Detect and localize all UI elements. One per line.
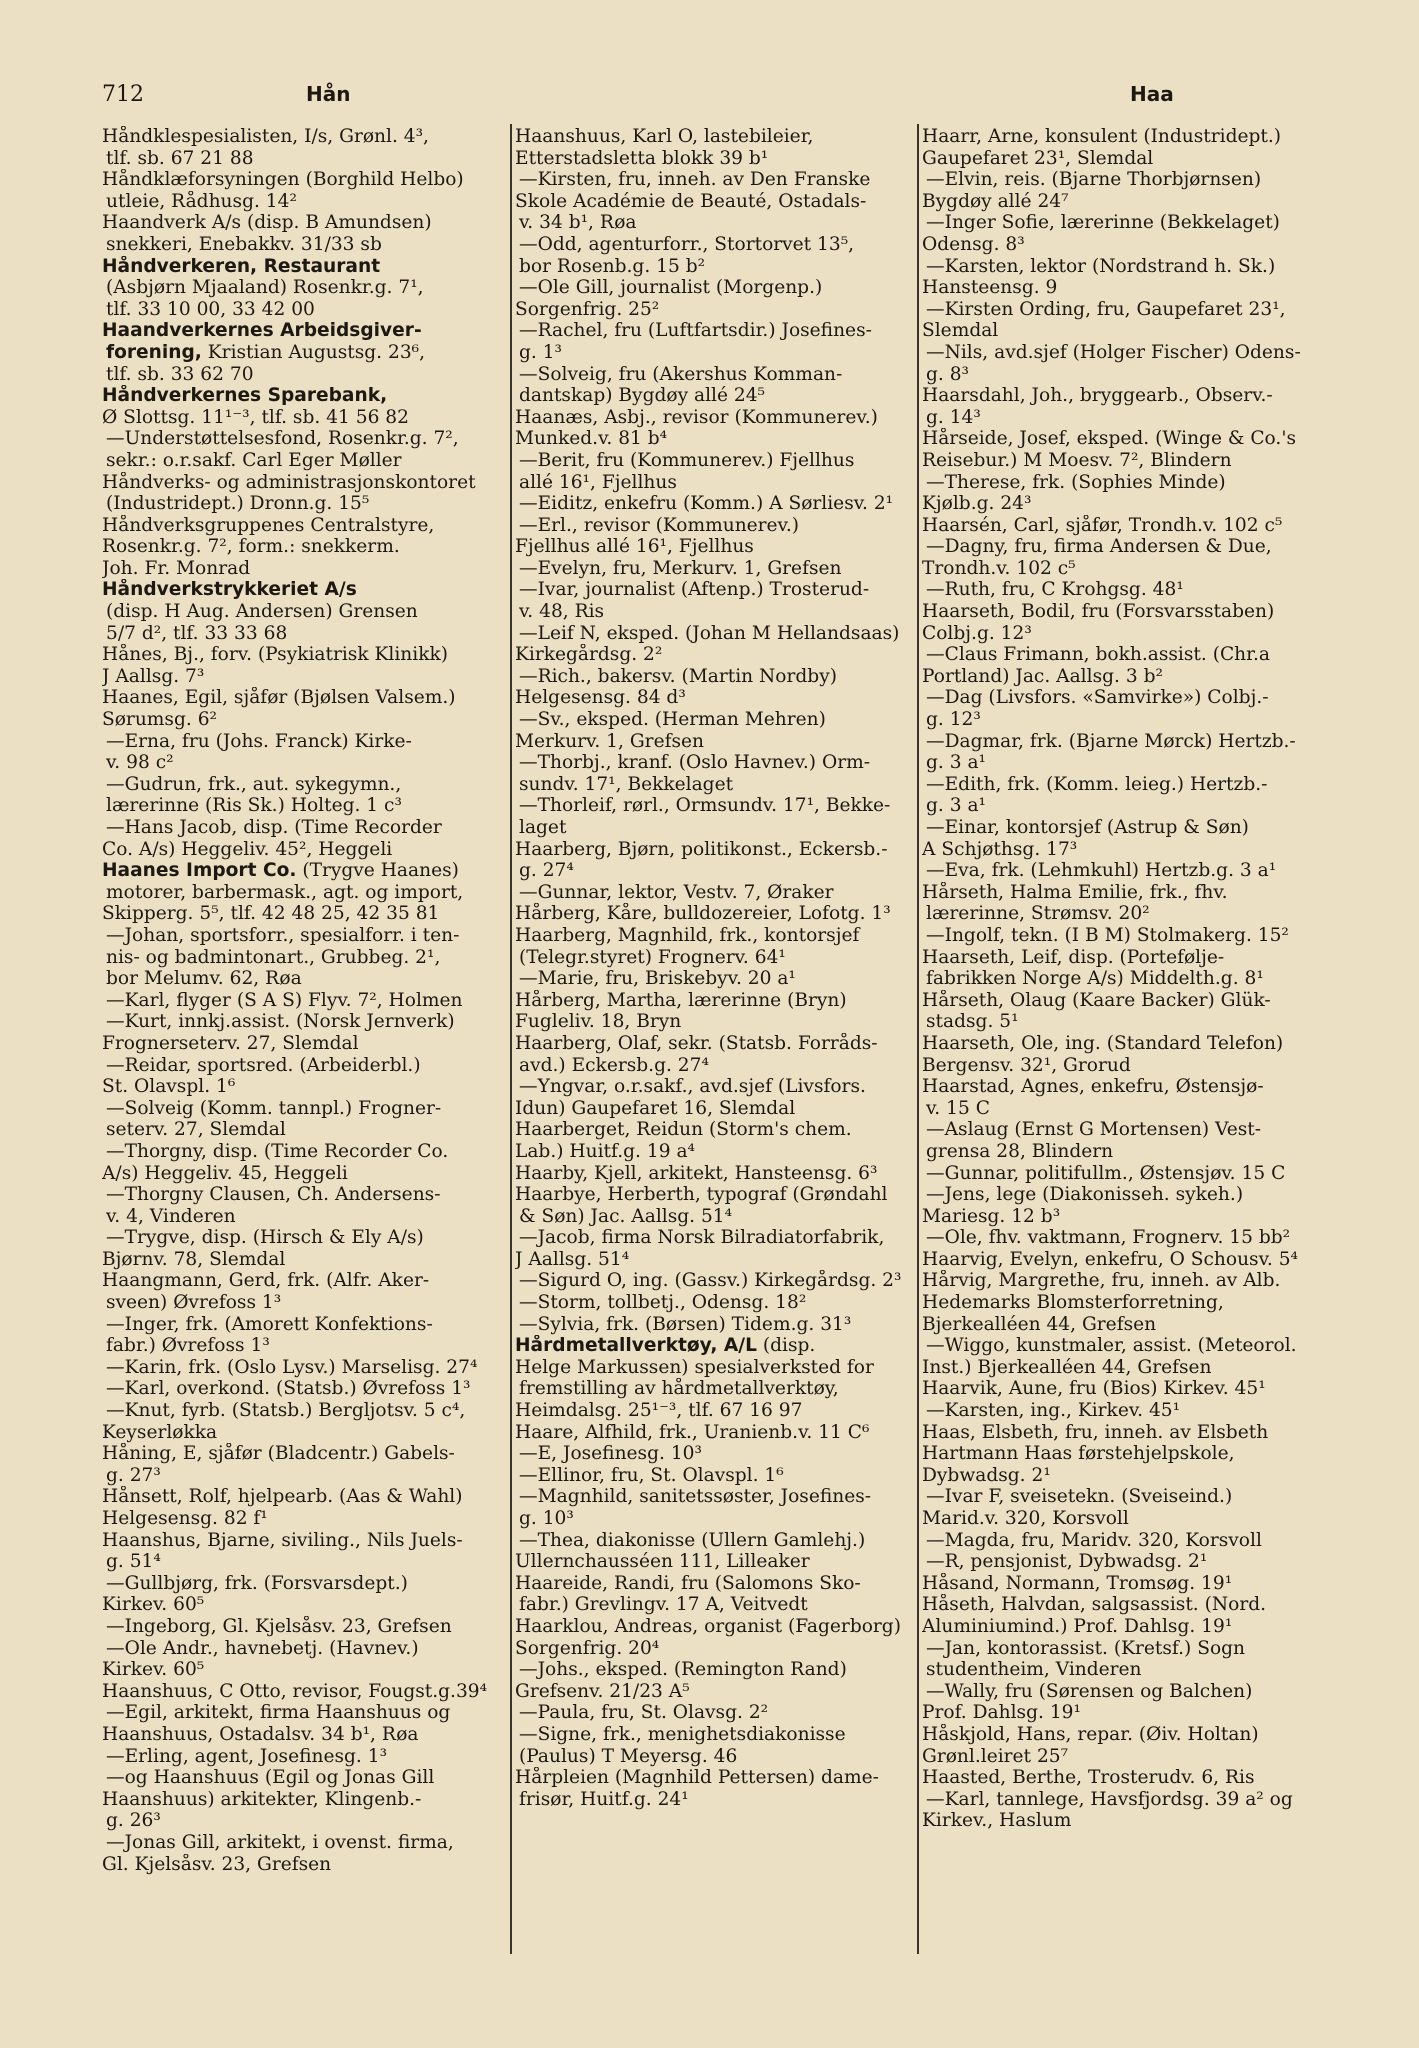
directory-line: —Gudrun, frk., aut. sykegymn., bbox=[106, 773, 402, 795]
directory-line: —Egil, arkitekt, firma Haanshuus og bbox=[106, 1702, 451, 1724]
directory-line: Skipperg. 5⁵, tlf. 42 48 25, 42 35 81 bbox=[102, 903, 440, 925]
directory-line: Rosenkr.g. 7², form.: snekkerm. bbox=[102, 536, 400, 558]
directory-line: —Kurt, innkj.assist. (Norsk Jernverk) bbox=[106, 1011, 455, 1033]
directory-line: —Gullbjørg, frk. (Forsvarsdept.) bbox=[106, 1572, 408, 1594]
directory-line: tlf. 33 10 00, 33 42 00 bbox=[106, 298, 315, 320]
column-3 bbox=[922, 126, 1324, 1832]
directory-line: Haarvig, Evelyn, enkefru, O Schousv. 5⁴ bbox=[922, 1248, 1298, 1270]
directory-line: motorer, barbermask., agt. og import, bbox=[106, 881, 464, 903]
directory-line: dantskap) Bygdøy allé 24⁵ bbox=[519, 385, 765, 407]
directory-line: —Magda, fru, Maridv. 320, Korsvoll bbox=[926, 1529, 1262, 1551]
directory-line: snekkeri, Enebakkv. 31/33 sb bbox=[106, 233, 382, 255]
directory-line: Grønl.leiret 25⁷ bbox=[922, 1745, 1069, 1767]
directory-line: —Yngvar, o.r.sakf., avd.sjef (Livsfors. bbox=[519, 1076, 866, 1098]
directory-line: Bygdøy allé 24⁷ bbox=[922, 190, 1069, 212]
directory-line: Håndverkstrykkeriet A/s bbox=[102, 579, 357, 601]
directory-line: g. 27³ bbox=[106, 1464, 161, 1486]
directory-line: Ø Slottsg. 11¹⁻³, tlf. sb. 41 56 82 bbox=[102, 406, 409, 428]
directory-line: —Karin, frk. (Oslo Lysv.) Marselisg. 27⁴ bbox=[106, 1356, 478, 1378]
directory-line: —Thorbj., kranf. (Oslo Havnev.) Orm- bbox=[519, 752, 871, 774]
directory-line: Hårvig, Margrethe, fru, inneh. av Alb. bbox=[922, 1270, 1281, 1292]
directory-line: —Ole Gill, journalist (Morgenp.) bbox=[519, 277, 823, 299]
directory-line: Colbj.g. 12³ bbox=[922, 622, 1032, 644]
directory-line: —Elvin, reis. (Bjarne Thorbjørnsen) bbox=[926, 169, 1262, 191]
directory-line: Helgesensg. 84 d³ bbox=[515, 687, 686, 709]
directory-line: Dybwadsg. 2¹ bbox=[922, 1464, 1051, 1486]
directory-line: —Nils, avd.sjef (Holger Fischer) Odens- bbox=[926, 341, 1301, 363]
directory-line: Hartmann Haas førstehjelpskole, bbox=[922, 1443, 1235, 1465]
directory-line: Haanshuus, C Otto, revisor, Fougst.g.39⁴ bbox=[102, 1680, 488, 1702]
directory-line: —E, Josefinesg. 10³ bbox=[519, 1443, 702, 1465]
column-divider bbox=[510, 124, 512, 1954]
directory-line: Hårseth, Halma Emilie, frk., fhv. bbox=[922, 881, 1228, 903]
directory-line: —Sv., eksped. (Herman Mehren) bbox=[519, 709, 826, 731]
directory-line: —Wally, fru (Sørensen og Balchen) bbox=[926, 1680, 1253, 1702]
directory-line: g. 14³ bbox=[926, 406, 981, 428]
directory-line: fabr.) Grevlingv. 17 A, Veitvedt bbox=[519, 1594, 808, 1616]
directory-line: g. 51⁴ bbox=[106, 1551, 161, 1573]
directory-line: —Rich., bakersv. (Martin Nordby) bbox=[519, 665, 837, 687]
directory-line: v. 4, Vinderen bbox=[106, 1205, 236, 1227]
directory-line: Haanshus, Bjarne, siviling., Nils Juels- bbox=[102, 1529, 463, 1551]
directory-line: —Evelyn, fru, Merkurv. 1, Grefsen bbox=[519, 557, 842, 579]
directory-line: —Sigurd O, ing. (Gassv.) Kirkegårdsg. 2³ bbox=[519, 1270, 902, 1292]
directory-line: —Knut, fyrb. (Statsb.) Bergljotsv. 5 c⁴, bbox=[106, 1400, 466, 1422]
directory-line: Håndklæforsyningen (Borghild Helbo) bbox=[102, 169, 464, 191]
directory-line: Trondh.v. 102 c⁵ bbox=[922, 557, 1076, 579]
directory-line: —Solveig (Komm. tannpl.) Frogner- bbox=[106, 1097, 442, 1119]
directory-line: Håndverkernes Sparebank, bbox=[102, 385, 388, 407]
directory-line: Inst.) Bjerkealléen 44, Grefsen bbox=[922, 1356, 1212, 1378]
directory-line: Haarvik, Aune, fru (Bios) Kirkev. 45¹ bbox=[922, 1378, 1266, 1400]
directory-line: Haarberget, Reidun (Storm's chem. bbox=[515, 1119, 852, 1141]
directory-line: 5/7 d², tlf. 33 33 68 bbox=[106, 622, 288, 644]
directory-line: A Schjøthsg. 17³ bbox=[922, 838, 1078, 860]
directory-line: tlf. sb. 67 21 88 bbox=[106, 147, 254, 169]
directory-line: Reisebur.) M Moesv. 7², Blindern bbox=[922, 449, 1232, 471]
directory-line: (Paulus) T Meyersg. 46 bbox=[519, 1745, 738, 1767]
directory-line: Kjølb.g. 24³ bbox=[922, 493, 1032, 515]
directory-line: Haas, Elsbeth, fru, inneh. av Elsbeth bbox=[922, 1421, 1269, 1443]
directory-line: —Jan, kontorassist. (Kretsf.) Sogn bbox=[926, 1637, 1246, 1659]
directory-line: Heimdalsg. 25¹⁻³, tlf. 67 16 97 bbox=[515, 1400, 803, 1422]
directory-line: nis- og badmintonart., Grubbeg. 2¹, bbox=[106, 946, 441, 968]
directory-line: —Dagmar, frk. (Bjarne Mørck) Hertzb.- bbox=[926, 730, 1296, 752]
directory-line: (disp. H Aug. Andersen) Grensen bbox=[106, 601, 418, 623]
directory-line: —Signe, frk., menighetsdiakonisse bbox=[519, 1723, 846, 1745]
directory-line: Munked.v. 81 b⁴ bbox=[515, 428, 668, 450]
directory-line: —Ellinor, fru, St. Olavspl. 1⁶ bbox=[519, 1464, 784, 1486]
directory-line: —Einar, kontorsjef (Astrup & Søn) bbox=[926, 817, 1249, 838]
directory-line: Slemdal bbox=[922, 320, 999, 342]
directory-line: —Johan, sportsforr., spesialforr. i ten- bbox=[106, 924, 460, 946]
directory-line: Haanes Import Co. (Trygve Haanes) bbox=[102, 860, 459, 882]
directory-line: —Leif N, eksped. (Johan M Hellandsaas) bbox=[519, 622, 900, 644]
directory-line: (Telegr.styret) Frognerv. 64¹ bbox=[519, 946, 786, 968]
directory-line: stadsg. 5¹ bbox=[926, 1011, 1019, 1033]
directory-line: allé 16¹, Fjellhus bbox=[519, 471, 677, 493]
directory-line: & Søn) Jac. Aallsg. 51⁴ bbox=[519, 1205, 733, 1227]
directory-line: Portland) Jac. Aallsg. 3 b² bbox=[922, 665, 1163, 687]
directory-line: Hånsett, Rolf, hjelpearb. (Aas & Wahl) bbox=[102, 1486, 463, 1508]
directory-line: Haanshuus, Ostadalsv. 34 b¹, Røa bbox=[102, 1723, 419, 1745]
directory-line: Haanes, Egil, sjåfør (Bjølsen Valsem.) bbox=[102, 687, 456, 709]
directory-line: Haarberg, Bjørn, politikonst., Eckersb.- bbox=[515, 838, 888, 860]
directory-line: lærerinne (Ris Sk.) Holteg. 1 c³ bbox=[106, 795, 402, 817]
directory-line: Lab.) Huitf.g. 19 a⁴ bbox=[515, 1140, 695, 1162]
directory-line: —Understøttelsesfond, Rosenkr.g. 7², bbox=[106, 428, 459, 450]
directory-line: Frognerseterv. 27, Slemdal bbox=[102, 1032, 359, 1054]
directory-line: Skole Académie de Beauté, Ostadals- bbox=[515, 190, 867, 212]
directory-line: —Inger, frk. (Amorett Konfektions- bbox=[106, 1313, 433, 1335]
directory-line: Haare, Alfhild, frk., Uranienb.v. 11 C⁶ bbox=[515, 1421, 870, 1443]
directory-line: Haarseth, Bodil, fru (Forsvarsstaben) bbox=[922, 601, 1275, 623]
directory-line: Joh. Fr. Monrad bbox=[102, 557, 251, 579]
directory-line: J Aallsg. 51⁴ bbox=[515, 1248, 630, 1270]
directory-line: Prof. Dahlsg. 19¹ bbox=[922, 1702, 1081, 1724]
directory-line: —Jacob, firma Norsk Bilradiatorfabrik, bbox=[519, 1227, 885, 1249]
directory-line: —Sylvia, frk. (Børsen) Tidem.g. 31³ bbox=[519, 1313, 852, 1335]
directory-line: utleie, Rådhusg. 14² bbox=[106, 190, 297, 212]
directory-line: A/s) Heggeliv. 45, Heggeli bbox=[102, 1162, 348, 1184]
column-2 bbox=[515, 126, 917, 1810]
directory-line: bor Rosenb.g. 15 b² bbox=[519, 255, 706, 277]
page-number: 712 bbox=[102, 82, 144, 107]
directory-line: Hårberg, Kåre, bulldozereier, Lofotg. 1³ bbox=[515, 903, 891, 925]
left-running-head: Hån bbox=[306, 82, 351, 106]
directory-line: —og Haanshuus (Egil og Jonas Gill bbox=[106, 1767, 435, 1789]
directory-line: —Inger Sofie, lærerinne (Bekkelaget) bbox=[926, 212, 1280, 234]
directory-line: g. 3 a¹ bbox=[926, 795, 987, 817]
directory-line: Gaupefaret 23¹, Slemdal bbox=[922, 147, 1154, 169]
directory-line: —Dagny, fru, firma Andersen & Due, bbox=[926, 536, 1272, 558]
directory-line: Haarr, Arne, konsulent (Industridept.) bbox=[922, 126, 1282, 147]
directory-line: —Wiggo, kunstmaler, assist. (Meteorol. bbox=[926, 1335, 1297, 1357]
directory-line: —Dag (Livsfors. «Samvirke») Colbj.- bbox=[926, 687, 1269, 709]
directory-line: Håndverks- og administrasjonskontoret bbox=[102, 471, 476, 493]
directory-line: Sorgenfrig. 20⁴ bbox=[515, 1637, 660, 1659]
directory-line: g. 26³ bbox=[106, 1810, 161, 1832]
directory-line: sundv. 17¹, Bekkelaget bbox=[519, 773, 734, 795]
directory-line: (Industridept.) Dronn.g. 15⁵ bbox=[106, 493, 370, 515]
directory-line: Bergensv. 32¹, Grorud bbox=[922, 1054, 1131, 1076]
directory-line: (Asbjørn Mjaaland) Rosenkr.g. 7¹, bbox=[106, 277, 424, 299]
directory-line: Haandverkernes Arbeidsgiver- bbox=[102, 320, 422, 342]
directory-line: Hansteensg. 9 bbox=[922, 277, 1058, 299]
directory-line: v. 15 C bbox=[926, 1097, 990, 1119]
directory-line: seterv. 27, Slemdal bbox=[106, 1119, 286, 1141]
directory-line: —Rachel, fru (Luftfartsdir.) Josefines- bbox=[519, 320, 872, 342]
directory-line: studentheim, Vinderen bbox=[926, 1659, 1142, 1681]
directory-line: Haarby, Kjell, arkitekt, Hansteensg. 6³ bbox=[515, 1162, 878, 1184]
directory-line: fremstilling av hårdmetallverktøy, bbox=[519, 1378, 839, 1400]
directory-line: Fjellhus allé 16¹, Fjellhus bbox=[515, 536, 754, 558]
directory-line: Odensg. 8³ bbox=[922, 233, 1025, 255]
directory-line: —Kirsten, fru, inneh. av Den Franske bbox=[519, 169, 871, 191]
directory-line: Bjørnv. 78, Slemdal bbox=[102, 1248, 286, 1270]
directory-line: g. 1³ bbox=[519, 341, 563, 363]
directory-line: Håsand, Normann, Tromsøg. 19¹ bbox=[922, 1572, 1233, 1594]
directory-line: Haarklou, Andreas, organist (Fagerborg) bbox=[515, 1615, 901, 1637]
directory-line: —Thea, diakonisse (Ullern Gamlehj.) bbox=[519, 1529, 866, 1551]
directory-line: sekr.: o.r.sakf. Carl Eger Møller bbox=[106, 449, 402, 471]
directory-line: Haarsdahl, Joh., bryggearb., Observ.- bbox=[922, 385, 1273, 407]
directory-line: St. Olavspl. 1⁶ bbox=[102, 1076, 236, 1098]
directory-line: —Aslaug (Ernst G Mortensen) Vest- bbox=[926, 1119, 1262, 1141]
directory-line: avd.) Eckersb.g. 27⁴ bbox=[519, 1054, 709, 1076]
directory-line: Kirkegårdsg. 2² bbox=[515, 644, 663, 666]
directory-line: —Trygve, disp. (Hirsch & Ely A/s) bbox=[106, 1227, 424, 1249]
directory-line: —Paula, fru, St. Olavsg. 2² bbox=[519, 1702, 769, 1724]
directory-line: Merkurv. 1, Grefsen bbox=[515, 730, 704, 752]
directory-line: —Hans Jacob, disp. (Time Recorder bbox=[106, 817, 442, 838]
directory-line: Håseth, Halvdan, salgsassist. (Nord. bbox=[922, 1594, 1267, 1616]
directory-line: laget bbox=[519, 817, 567, 838]
directory-line: Sorgenfrig. 25² bbox=[515, 298, 660, 320]
directory-line: —Karl, overkond. (Statsb.) Øvrefoss 1³ bbox=[106, 1378, 471, 1400]
directory-line: Helgesensg. 82 f¹ bbox=[102, 1508, 268, 1529]
directory-line: —Eiditz, enkefru (Komm.) A Sørliesv. 2¹ bbox=[519, 493, 894, 515]
directory-line: —Solveig, fru (Akershus Komman- bbox=[519, 363, 843, 385]
directory-line: Hårberg, Martha, lærerinne (Bryn) bbox=[515, 989, 847, 1011]
directory-line: —Johs., eksped. (Remington Rand) bbox=[519, 1659, 847, 1681]
directory-line: —Karl, flyger (S A S) Flyv. 7², Holmen bbox=[106, 989, 463, 1011]
directory-line: v. 34 b¹, Røa bbox=[519, 212, 637, 234]
directory-line: —Ivar, journalist (Aftenp.) Trosterud- bbox=[519, 579, 870, 601]
directory-line: Hårdmetallverktøy, A/L (disp. bbox=[515, 1335, 816, 1357]
directory-line: —Gunnar, politifullm., Østensjøv. 15 C bbox=[926, 1162, 1286, 1184]
directory-line: g. 3 a¹ bbox=[926, 752, 987, 774]
directory-line: —Ivar F, sveisetekn. (Sveiseind.) bbox=[926, 1486, 1233, 1508]
directory-line: Haarberg, Olaf, sekr. (Statsb. Forråds- bbox=[515, 1032, 878, 1054]
directory-line: —Magnhild, sanitetssøster, Josefines- bbox=[519, 1486, 872, 1508]
directory-line: Haarseth, Leif, disp. (Portefølje- bbox=[922, 946, 1225, 968]
directory-line: —Jens, lege (Diakonisseh. sykeh.) bbox=[926, 1184, 1244, 1206]
directory-line: —Reidar, sportsred. (Arbeiderbl.) bbox=[106, 1054, 421, 1076]
directory-line: Håning, E, sjåfør (Bladcentr.) Gabels- bbox=[102, 1443, 455, 1465]
directory-line: Hedemarks Blomsterforretning, bbox=[922, 1292, 1224, 1314]
directory-line: Bjerkealléen 44, Grefsen bbox=[922, 1313, 1157, 1335]
directory-line: —Ingolf, tekn. (I B M) Stolmakerg. 15² bbox=[926, 924, 1289, 946]
directory-line: v. 98 c² bbox=[106, 752, 174, 774]
directory-line: —Therese, frk. (Sophies Minde) bbox=[926, 471, 1226, 493]
directory-line: Hårpleien (Magnhild Pettersen) dame- bbox=[515, 1767, 879, 1789]
directory-line: —Odd, agenturforr., Stortorvet 13⁵, bbox=[519, 233, 855, 255]
directory-line: J Aallsg. 7³ bbox=[102, 665, 205, 687]
directory-line: Haangmann, Gerd, frk. (Alfr. Aker- bbox=[102, 1270, 430, 1292]
directory-line: Haarbye, Herberth, typograf (Grøndahl bbox=[515, 1184, 888, 1206]
directory-line: bor Melumv. 62, Røa bbox=[106, 968, 302, 990]
directory-line: Hårseide, Josef, eksped. (Winge & Co.'s bbox=[922, 428, 1296, 450]
directory-line: —Thorgny Clausen, Ch. Andersens- bbox=[106, 1184, 441, 1206]
directory-line: —Kirsten Ording, fru, Gaupefaret 23¹, bbox=[926, 298, 1286, 320]
directory-line: Idun) Gaupefaret 16, Slemdal bbox=[515, 1097, 796, 1119]
column-divider bbox=[917, 124, 919, 1954]
directory-line: g. 12³ bbox=[926, 709, 981, 731]
directory-line: —Marie, fru, Briskebyv. 20 a¹ bbox=[519, 968, 796, 990]
directory-line: Hånes, Bj., forv. (Psykiatrisk Klinikk) bbox=[102, 644, 449, 666]
directory-line: g. 27⁴ bbox=[519, 860, 574, 882]
directory-line: Marid.v. 320, Korsvoll bbox=[922, 1508, 1129, 1529]
directory-line: —Ole, fhv. vaktmann, Frognerv. 15 bb² bbox=[926, 1227, 1291, 1249]
directory-line: —Ole Andr., havnebetj. (Havnev.) bbox=[106, 1637, 419, 1659]
directory-line: Håskjold, Hans, repar. (Øiv. Holtan) bbox=[922, 1723, 1259, 1745]
directory-line: Grefsenv. 21/23 A⁵ bbox=[515, 1680, 690, 1702]
directory-line: frisør, Huitf.g. 24¹ bbox=[519, 1788, 689, 1810]
directory-line: Haarsén, Carl, sjåfør, Trondh.v. 102 c⁵ bbox=[922, 514, 1283, 536]
directory-line: —Erling, agent, Josefinesg. 1³ bbox=[106, 1745, 388, 1767]
directory-line: Co. A/s) Heggeliv. 45², Heggeli bbox=[102, 838, 393, 860]
directory-line: Kirkev. 60⁵ bbox=[102, 1659, 205, 1681]
directory-line: lærerinne, Strømsv. 20² bbox=[926, 903, 1150, 925]
directory-line: g. 8³ bbox=[926, 363, 970, 385]
directory-line: Kirkev. 60⁵ bbox=[102, 1594, 205, 1616]
right-running-head: Haa bbox=[1130, 82, 1174, 106]
directory-line: Håndklespesialisten, I/s, Grønl. 4³, bbox=[102, 126, 429, 147]
directory-line: Haarseth, Ole, ing. (Standard Telefon) bbox=[922, 1032, 1284, 1054]
directory-line: tlf. sb. 33 62 70 bbox=[106, 363, 254, 385]
directory-line: Haasted, Berthe, Trosterudv. 6, Ris bbox=[922, 1767, 1255, 1789]
directory-line: —Karsten, lektor (Nordstrand h. Sk.) bbox=[926, 255, 1276, 277]
directory-line: —Erna, fru (Johs. Franck) Kirke- bbox=[106, 730, 412, 752]
directory-line: —Thorleif, rørl., Ormsundv. 17¹, Bekke- bbox=[519, 795, 891, 817]
directory-line: Haarberg, Magnhild, frk., kontorsjef bbox=[515, 924, 860, 946]
directory-line: —Ingeborg, Gl. Kjelsåsv. 23, Grefsen bbox=[106, 1615, 452, 1637]
directory-line: Haanshuus, Karl O, lastebileier, bbox=[515, 126, 814, 147]
directory-line: Keyserløkka bbox=[102, 1421, 218, 1443]
directory-line: —Eva, frk. (Lehmkuhl) Hertzb.g. 3 a¹ bbox=[926, 860, 1277, 882]
directory-line: fabrikken Norge A/s) Middelth.g. 8¹ bbox=[926, 968, 1264, 990]
directory-line: Helge Markussen) spesialverksted for bbox=[515, 1356, 874, 1378]
directory-line: Haarstad, Agnes, enkefru, Østensjø- bbox=[922, 1076, 1264, 1098]
directory-line: Håndverksgruppenes Centralstyre, bbox=[102, 514, 435, 536]
directory-line: —Edith, frk. (Komm. leieg.) Hertzb.- bbox=[926, 773, 1268, 795]
directory-line: Aluminiumind.) Prof. Dahlsg. 19¹ bbox=[922, 1615, 1233, 1637]
directory-line: Gl. Kjelsåsv. 23, Grefsen bbox=[102, 1853, 332, 1875]
directory-line: —Berit, fru (Kommunerev.) Fjellhus bbox=[519, 449, 855, 471]
directory-line: Mariesg. 12 b³ bbox=[922, 1205, 1061, 1227]
directory-line: Håndverkeren, Restaurant bbox=[102, 255, 381, 277]
directory-line: Etterstadsletta blokk 39 b¹ bbox=[515, 147, 769, 169]
directory-line: Fugleliv. 18, Bryn bbox=[515, 1011, 682, 1033]
directory-line: —Thorgny, disp. (Time Recorder Co. bbox=[106, 1140, 449, 1162]
directory-line: —R, pensjonist, Dybwadsg. 2¹ bbox=[926, 1551, 1208, 1573]
directory-line: g. 10³ bbox=[519, 1508, 574, 1529]
directory-line: fabr.) Øvrefoss 1³ bbox=[106, 1335, 270, 1357]
directory-line: —Karl, tannlege, Havsfjordsg. 39 a² og bbox=[926, 1788, 1293, 1810]
directory-line: —Jonas Gill, arkitekt, i ovenst. firma, bbox=[106, 1831, 454, 1853]
directory-line: sveen) Øvrefoss 1³ bbox=[106, 1292, 282, 1314]
directory-line: v. 48, Ris bbox=[519, 601, 605, 623]
directory-line: forening, Kristian Augustsg. 23⁶, bbox=[106, 341, 426, 363]
directory-line: Sørumsg. 6² bbox=[102, 709, 217, 731]
directory-line: —Claus Frimann, bokh.assist. (Chr.a bbox=[926, 644, 1271, 666]
column-1 bbox=[102, 126, 504, 1875]
directory-line: —Storm, tollbetj., Odensg. 18² bbox=[519, 1292, 807, 1314]
directory-line: Haanæs, Asbj., revisor (Kommunerev.) bbox=[515, 406, 878, 428]
directory-line: —Ruth, fru, C Krohgsg. 48¹ bbox=[926, 579, 1184, 601]
directory-line: Haandverk A/s (disp. B Amundsen) bbox=[102, 212, 432, 234]
directory-line: Hårseth, Olaug (Kaare Backer) Glük- bbox=[922, 989, 1271, 1011]
directory-line: Haanshuus) arkitekter, Klingenb.- bbox=[102, 1788, 422, 1810]
directory-line: Ullernchausséen 111, Lilleaker bbox=[515, 1551, 810, 1573]
directory-line: Haareide, Randi, fru (Salomons Sko- bbox=[515, 1572, 861, 1594]
directory-line: grensa 28, Blindern bbox=[926, 1140, 1114, 1162]
directory-line: Kirkev., Haslum bbox=[922, 1810, 1072, 1832]
directory-line: —Erl., revisor (Kommunerev.) bbox=[519, 514, 800, 536]
directory-line: —Karsten, ing., Kirkev. 45¹ bbox=[926, 1400, 1181, 1422]
directory-line: —Gunnar, lektor, Vestv. 7, Øraker bbox=[519, 881, 834, 903]
